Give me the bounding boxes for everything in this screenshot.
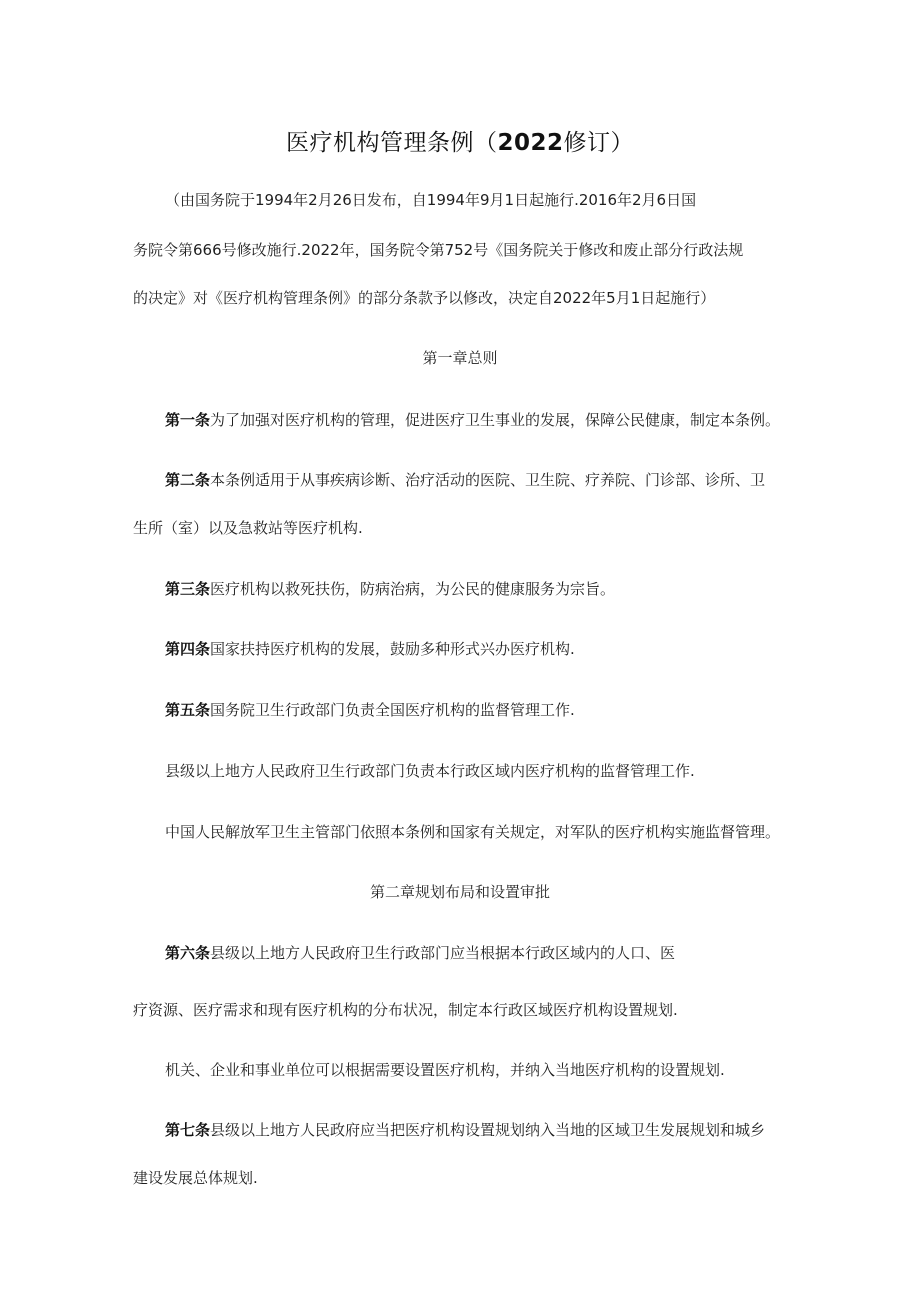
title-year: 2022: [497, 130, 564, 156]
article-2: [165, 468, 765, 492]
article-3: [165, 577, 615, 601]
article-4: [165, 637, 575, 661]
chapter-heading-1: 第一章总则: [422, 349, 498, 367]
preface-line-1: （由国务院于1994年2月26日发布，自1994年9月1日起施行.2016年2月6日国: [165, 191, 697, 209]
article-7: [165, 1118, 765, 1142]
article-7-text: 县级以上地方人民政府应当把医疗机构设置规划纳入当地的区域卫生发展规划和城乡: [210, 1121, 766, 1139]
article-2-number: 第二条: [165, 471, 211, 489]
article-1: [165, 408, 780, 432]
article-5: [165, 698, 575, 722]
document-title: [0, 126, 920, 160]
article-6-continuation: 疗资源、医疗需求和现有医疗机构的分布状况，制定本行政区域医疗机构设置规划.: [133, 1001, 678, 1019]
article-5-paragraph-2: 县级以上地方人民政府卫生行政部门负责本行政区域内医疗机构的监督管理工作.: [165, 762, 695, 780]
article-1-number: 第一条: [165, 411, 211, 429]
article-6: [165, 941, 675, 965]
article-3-number: 第三条: [165, 580, 211, 598]
article-4-text: 国家扶持医疗机构的发展，鼓励多种形式兴办医疗机构.: [210, 640, 575, 658]
article-5-paragraph-3: 中国人民解放军卫生主管部门依照本条例和国家有关规定，对军队的医疗机构实施监督管理。: [165, 823, 781, 841]
article-6-text: 县级以上地方人民政府卫生行政部门应当根据本行政区域内的人口、医: [210, 944, 676, 962]
title-prefix: 医疗机构管理条例（: [285, 130, 498, 156]
article-5-text: 国务院卫生行政部门负责全国医疗机构的监督管理工作.: [210, 701, 575, 719]
article-2-continuation: 生所（室）以及急救站等医疗机构.: [133, 519, 363, 537]
article-5-number: 第五条: [165, 701, 211, 719]
article-1-text: 为了加强对医疗机构的管理，促进医疗卫生事业的发展，保障公民健康，制定本条例。: [210, 411, 781, 429]
preface-line-3: 的决定》对《医疗机构管理条例》的部分条款予以修改，决定自2022年5月1日起施行）: [133, 289, 716, 307]
article-7-continuation: 建设发展总体规划.: [133, 1169, 258, 1187]
title-suffix: 修订）: [563, 130, 634, 156]
article-2-text: 本条例适用于从事疾病诊断、治疗活动的医院、卫生院、疗养院、门诊部、诊所、卫: [210, 471, 766, 489]
article-6-paragraph-2: 机关、企业和事业单位可以根据需要设置医疗机构，并纳入当地医疗机构的设置规划.: [165, 1061, 725, 1079]
preface-line-2: 务院令第666号修改施行.2022年，国务院令第752号《国务院关于修改和废止部分行政法规: [133, 241, 744, 259]
article-6-number: 第六条: [165, 944, 211, 962]
chapter-heading-2: 第二章规划布局和设置审批: [369, 883, 550, 901]
article-7-number: 第七条: [165, 1121, 211, 1139]
article-4-number: 第四条: [165, 640, 211, 658]
article-3-text: 医疗机构以救死扶伤，防病治病，为公民的健康服务为宗旨。: [210, 580, 616, 598]
